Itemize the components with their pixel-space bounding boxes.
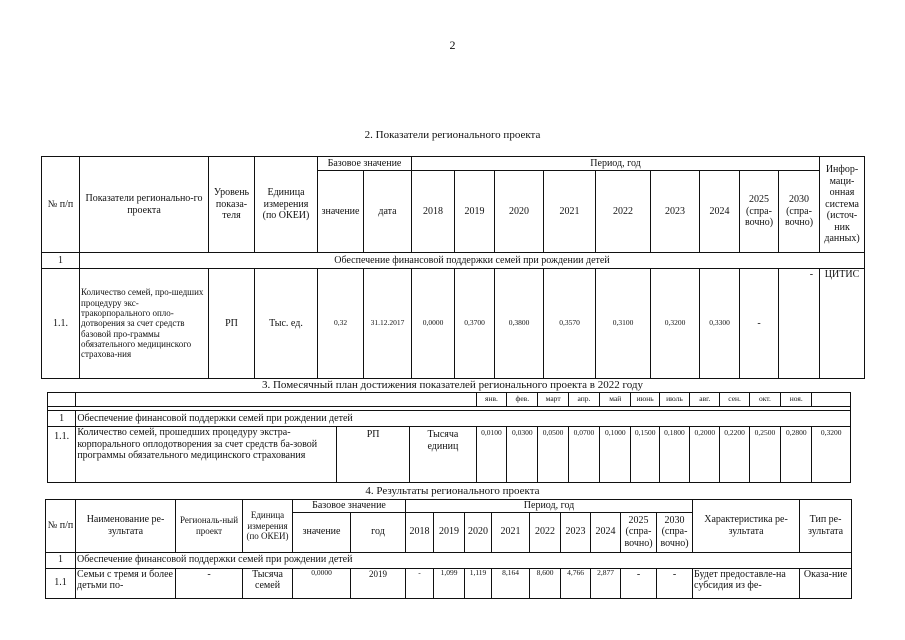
group-num: 1 bbox=[42, 253, 80, 269]
hdr-year: 2020 bbox=[495, 171, 544, 253]
month-value: 0,0300 bbox=[507, 427, 538, 483]
month-value: 0,2000 bbox=[690, 427, 720, 483]
row-2030: - bbox=[657, 568, 693, 598]
month-value: 0,2200 bbox=[720, 427, 749, 483]
page-number: 2 bbox=[449, 38, 456, 52]
hdr-year: 2018 bbox=[406, 512, 434, 552]
month-value: 0,0700 bbox=[568, 427, 599, 483]
row-value: 0,3100 bbox=[596, 269, 651, 379]
month-label: окт. bbox=[749, 393, 780, 407]
month-value: 0,0500 bbox=[538, 427, 568, 483]
hdr-base-value: значение bbox=[318, 171, 364, 253]
hdr-year: 2022 bbox=[596, 171, 651, 253]
month-label: июль bbox=[659, 393, 689, 407]
hdr-base-date: дата bbox=[364, 171, 412, 253]
hdr-type: Тип ре-зультата bbox=[800, 500, 852, 553]
row-indicator: Количество семей, прошедших процедуру экстра-корпорального оплодотворения за счет средств ба-зовой программы обязательного медицинского страхования bbox=[76, 427, 337, 483]
group-num: 1 bbox=[46, 552, 76, 568]
row-value: 2,877 bbox=[591, 568, 621, 598]
hdr-num: № п/п bbox=[46, 500, 76, 553]
month-value: 0,1800 bbox=[659, 427, 689, 483]
row-level: РП bbox=[337, 427, 410, 483]
row-2030: - bbox=[779, 269, 820, 379]
month-value: 0,3200 bbox=[812, 427, 851, 483]
row-unit: Тыс. ед. bbox=[255, 269, 318, 379]
month-value: 0,2500 bbox=[749, 427, 780, 483]
hdr-year: 2024 bbox=[591, 512, 621, 552]
row-unit: Тысяча единиц bbox=[410, 427, 477, 483]
hdr-period: Период, год bbox=[412, 157, 820, 171]
group-title: Обеспечение финансовой поддержки семей при рождении детей bbox=[76, 411, 851, 427]
row-base-value: 0,32 bbox=[318, 269, 364, 379]
row-value: 4,766 bbox=[561, 568, 591, 598]
row-num: 1.1. bbox=[48, 427, 76, 483]
row-name: Семьи с тремя и более детьми по- bbox=[76, 568, 176, 598]
hdr-base-value: значение bbox=[293, 512, 351, 552]
row-value: 0,3700 bbox=[455, 269, 495, 379]
monthly-plan-table bbox=[47, 392, 851, 483]
month-label: июнь bbox=[631, 393, 659, 407]
row-unit: Тысяча семей bbox=[243, 568, 293, 598]
hdr-regional: Региональ-ный проект bbox=[176, 500, 243, 553]
row-num: 1.1. bbox=[42, 269, 80, 379]
hdr-year: 2021 bbox=[492, 512, 530, 552]
row-value: 8,600 bbox=[530, 568, 561, 598]
row-2025: - bbox=[740, 269, 779, 379]
row-value: 8,164 bbox=[492, 568, 530, 598]
group-title: Обеспечение финансовой поддержки семей при рождении детей bbox=[80, 253, 865, 269]
month-label: янв. bbox=[476, 393, 506, 407]
hdr-year: 2023 bbox=[561, 512, 591, 552]
row-value: 0,3200 bbox=[651, 269, 700, 379]
hdr-name: Наименование ре-зультата bbox=[76, 500, 176, 553]
hdr-year-2030: 2030 (спра-вочно) bbox=[779, 171, 820, 253]
group-num: 1 bbox=[48, 411, 76, 427]
row-value: 0,3800 bbox=[495, 269, 544, 379]
row-value: 0,0000 bbox=[412, 269, 455, 379]
hdr-info: Инфор-маци-онная система (источ-ник данных) bbox=[820, 157, 865, 253]
section3-title: 3. Помесячный план достижения показателей регионального проекта в 2022 году bbox=[261, 379, 643, 391]
row-indicator: Количество семей, про-шедших процедуру экс-тракорпорального опло-дотворения за счет средств базовой про-граммы обязательного медицинского страхова-ния bbox=[80, 269, 209, 379]
row-level: РП bbox=[209, 269, 255, 379]
month-value: 0,2800 bbox=[781, 427, 812, 483]
hdr-year: 2019 bbox=[455, 171, 495, 253]
hdr-base: Базовое значение bbox=[293, 500, 406, 513]
month-label: фев. bbox=[507, 393, 538, 407]
hdr-period: Период, год bbox=[406, 500, 693, 513]
hdr-year: 2020 bbox=[465, 512, 492, 552]
section4-title: 4. Результаты регионального проекта bbox=[365, 485, 540, 497]
row-characteristic: Будет предоставле-на субсидия из фе- bbox=[693, 568, 800, 598]
month-value: 0,1500 bbox=[631, 427, 659, 483]
row-value: - bbox=[406, 568, 434, 598]
hdr-unit: Единица измерения (по ОКЕИ) bbox=[255, 157, 318, 253]
month-label: май bbox=[600, 393, 631, 407]
section2-title: 2. Показатели регионального проекта bbox=[364, 129, 541, 141]
hdr-year: 2019 bbox=[434, 512, 465, 552]
group-title: Обеспечение финансовой поддержки семей при рождении детей bbox=[76, 552, 852, 568]
hdr-characteristic: Характеристика ре-зультата bbox=[693, 500, 800, 553]
month-value: 0,1000 bbox=[600, 427, 631, 483]
hdr-year: 2021 bbox=[544, 171, 596, 253]
hdr-indicator: Показатели регионально-го проекта bbox=[80, 157, 209, 253]
month-label: ноя. bbox=[781, 393, 812, 407]
row-regional: - bbox=[176, 568, 243, 598]
row-type: Оказа-ние bbox=[800, 568, 852, 598]
month-value: 0,0100 bbox=[476, 427, 506, 483]
month-label: авг. bbox=[690, 393, 720, 407]
indicators-table bbox=[41, 156, 865, 379]
row-value: 1,099 bbox=[434, 568, 465, 598]
hdr-unit: Единица измерения (по ОКЕИ) bbox=[243, 500, 293, 553]
hdr-base-year: год bbox=[351, 512, 406, 552]
row-base-value: 0,0000 bbox=[293, 568, 351, 598]
row-base-date: 31.12.2017 bbox=[364, 269, 412, 379]
hdr-year-2025: 2025 (спра-вочно) bbox=[621, 512, 657, 552]
row-value: 1,119 bbox=[465, 568, 492, 598]
month-label: март bbox=[538, 393, 568, 407]
hdr-year: 2023 bbox=[651, 171, 700, 253]
month-label: апр. bbox=[568, 393, 599, 407]
row-value: 0,3300 bbox=[700, 269, 740, 379]
hdr-year-2025: 2025 (спра-вочно) bbox=[740, 171, 779, 253]
hdr-num: № п/п bbox=[42, 157, 80, 253]
hdr-year: 2018 bbox=[412, 171, 455, 253]
row-info: ЦИТИС bbox=[820, 269, 865, 379]
hdr-year: 2022 bbox=[530, 512, 561, 552]
row-base-year: 2019 bbox=[351, 568, 406, 598]
month-label: сен. bbox=[720, 393, 749, 407]
row-value: 0,3570 bbox=[544, 269, 596, 379]
results-table bbox=[45, 499, 852, 599]
row-2025: - bbox=[621, 568, 657, 598]
row-num: 1.1 bbox=[46, 568, 76, 598]
hdr-level: Уровень показа-теля bbox=[209, 157, 255, 253]
hdr-base: Базовое значение bbox=[318, 157, 412, 171]
hdr-year: 2024 bbox=[700, 171, 740, 253]
hdr-year-2030: 2030 (спра-вочно) bbox=[657, 512, 693, 552]
